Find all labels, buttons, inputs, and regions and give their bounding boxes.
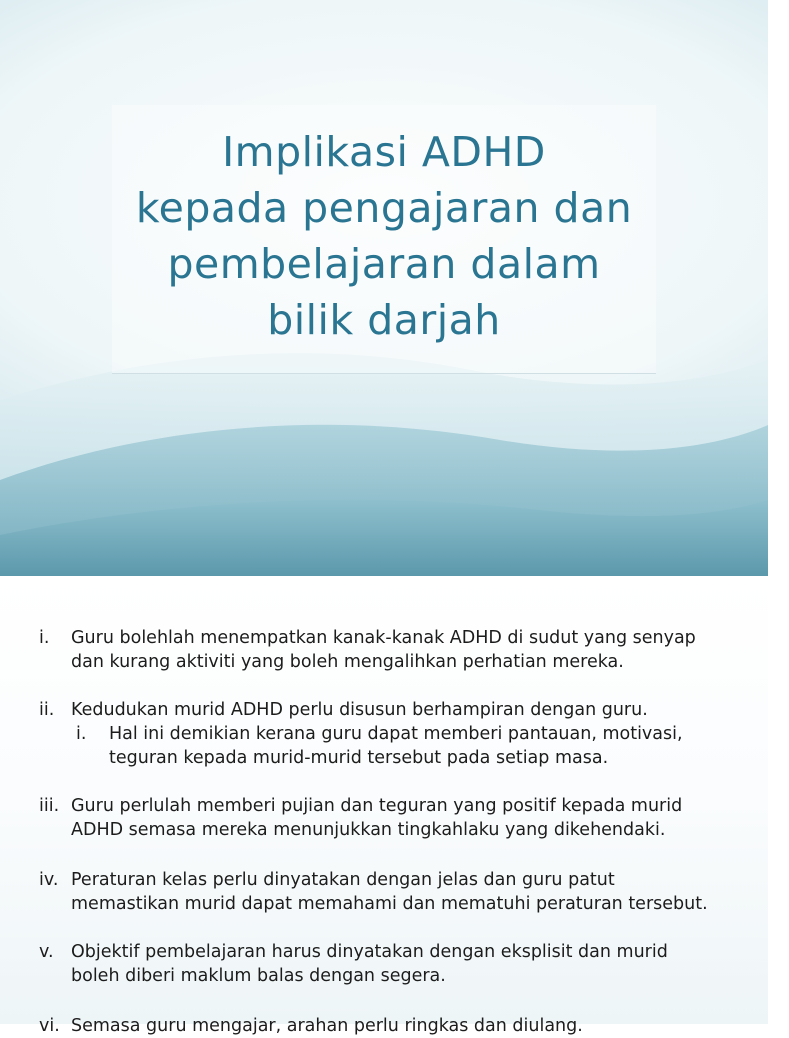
list-item-number: iii. bbox=[39, 796, 60, 816]
list-item-number: iv. bbox=[39, 870, 59, 890]
list-item-line: boleh diberi maklum balas dengan segera. bbox=[71, 966, 446, 986]
list-item-line: Hal ini demikian kerana guru dapat memberi pantauan, motivasi, bbox=[109, 724, 683, 744]
list-item-line: Guru bolehlah menempatkan kanak-kanak ADHD di sudut yang senyap bbox=[71, 628, 696, 648]
title-line-1: Implikasi ADHD bbox=[222, 128, 546, 176]
list-item-line: memastikan murid dapat memahami dan mematuhi peraturan tersebut. bbox=[71, 894, 708, 914]
title-divider bbox=[112, 373, 656, 374]
list-item-text bbox=[71, 940, 751, 988]
list-item-text bbox=[71, 698, 751, 722]
list-item-line: Objektif pembelajaran harus dinyatakan dengan eksplisit dan murid bbox=[71, 942, 668, 962]
list-item-text bbox=[71, 626, 751, 674]
list-item-line: Peraturan kelas perlu dinyatakan dengan jelas dan guru patut bbox=[71, 870, 615, 890]
list-item-line: Guru perlulah memberi pujian dan teguran yang positif kepada murid bbox=[71, 796, 683, 816]
list-item-line: Semasa guru mengajar, arahan perlu ringkas dan diulang. bbox=[71, 1016, 583, 1036]
title-line-2: kepada pengajaran dan bbox=[135, 184, 633, 232]
list-item-line: Kedudukan murid ADHD perlu disusun berhampiran dengan guru. bbox=[71, 700, 648, 720]
list-item-line: teguran kepada murid-murid tersebut pada setiap masa. bbox=[109, 748, 609, 768]
list-item-text bbox=[71, 1014, 751, 1038]
list-item-number: v. bbox=[39, 942, 54, 962]
list-item-number: i. bbox=[39, 628, 50, 648]
list-item-text bbox=[71, 794, 751, 842]
title-line-4: bilik darjah bbox=[267, 296, 501, 344]
list-item-number: ii. bbox=[39, 700, 55, 720]
slide-title bbox=[112, 124, 656, 348]
list-item-text bbox=[109, 722, 789, 770]
title-line-3: pembelajaran dalam bbox=[167, 240, 601, 288]
list-item-number: vi. bbox=[39, 1016, 60, 1036]
list-item-text bbox=[71, 868, 751, 916]
list-item-line: dan kurang aktiviti yang boleh mengalihkan perhatian mereka. bbox=[71, 652, 624, 672]
content-slide bbox=[0, 576, 768, 1036]
list-item-line: ADHD semasa mereka menunjukkan tingkahlaku yang dikehendaki. bbox=[71, 820, 666, 840]
list-item-number: i. bbox=[76, 724, 87, 744]
